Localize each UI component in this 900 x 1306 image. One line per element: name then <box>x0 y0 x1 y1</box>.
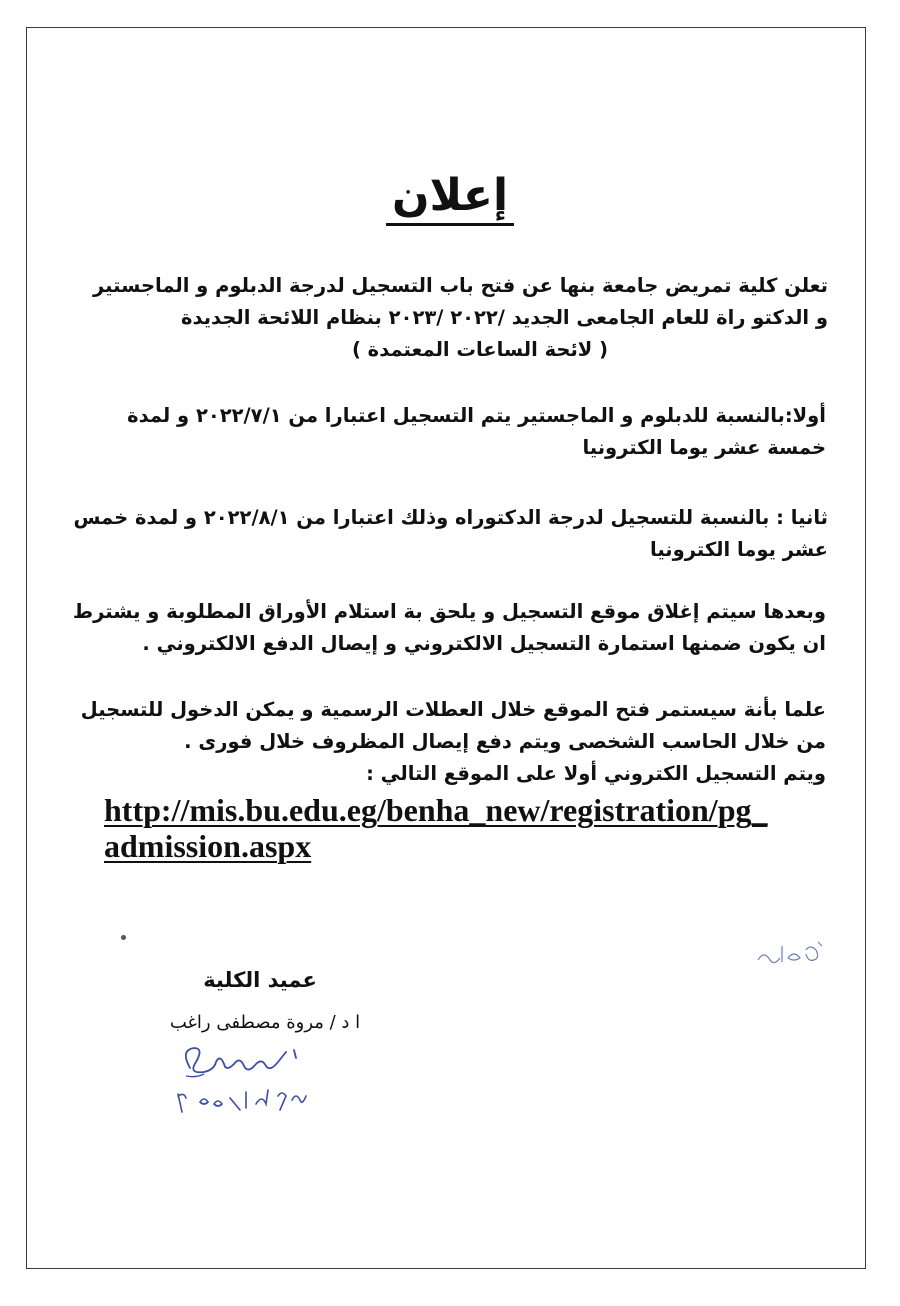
intro-line: تعلن كلية تمريض جامعة بنها عن فتح باب التسجيل لدرجة الدبلوم و الماجستير <box>93 274 828 297</box>
intro-paragraph <box>93 270 828 366</box>
first-line: أولا:بالنسبة للدبلوم و الماجستير يتم التسجيل اعتبارا من ٢٠٢٢/٧/١ و لمدة <box>127 404 826 427</box>
note-line: ويتم التسجيل الكتروني أولا على الموقع التالي : <box>366 762 826 785</box>
url-line[interactable]: http://mis.bu.edu.eg/benha_new/registration/pg_ <box>104 792 768 828</box>
first-line: خمسة عشر يوما الكترونيا <box>582 436 826 459</box>
note-line: من خلال الحاسب الشخصى ويتم دفع إيصال المظروف خلال فورى . <box>184 730 826 753</box>
scan-speck <box>121 935 126 940</box>
note-line: علما بأنة سيستمر فتح الموقع خلال العطلات الرسمية و يمكن الدخول للتسجيل <box>80 698 826 721</box>
title-text: إعلان <box>386 170 514 226</box>
dean-title: عميد الكلية <box>203 968 317 992</box>
handwritten-initials <box>752 936 832 970</box>
closing-line: وبعدها سيتم إغلاق موقع التسجيل و يلحق بة استلام الأوراق المطلوبة و يشترط <box>72 600 826 623</box>
second-line: عشر يوما الكترونيا <box>650 538 828 561</box>
url-line[interactable]: admission.aspx <box>104 828 312 864</box>
second-line: ثانيا : بالنسبة للتسجيل لدرجة الدكتوراه وذلك اعتبارا من ٢٠٢٢/٨/١ و لمدة خمس <box>73 506 828 529</box>
dean-name: ا د / مروة مصطفى راغب <box>169 1012 361 1033</box>
signature-image <box>160 1042 360 1122</box>
note-paragraph <box>81 694 826 790</box>
closing-paragraph <box>73 596 826 660</box>
registration-link[interactable] <box>104 792 767 864</box>
second-paragraph <box>73 502 828 566</box>
intro-line: ( لائحة الساعات المعتمدة ) <box>351 338 608 361</box>
closing-line: ان يكون ضمنها استمارة التسجيل الالكتروني و إيصال الدفع الالكتروني . <box>142 632 826 655</box>
intro-line: و الدكتو راة للعام الجامعى الجديد /٢٠٢٢ /٢٠٢٣ بنظام اللائحة الجديدة <box>180 306 828 329</box>
announcement-title <box>0 170 900 221</box>
first-paragraph <box>127 400 826 464</box>
